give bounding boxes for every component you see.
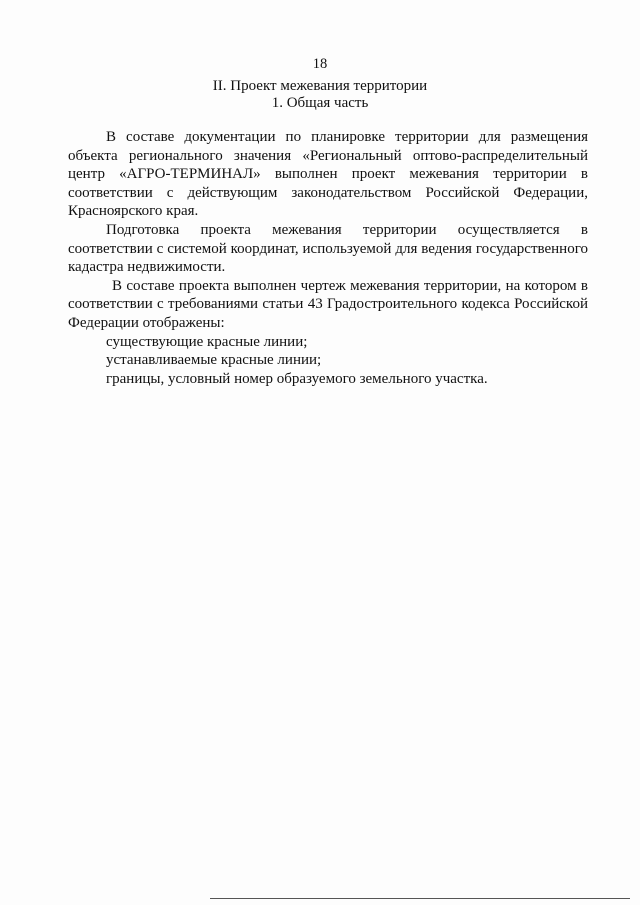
- list-item-new-red-lines: устанавливаемые красные линии;: [106, 352, 322, 369]
- section-title: II. Проект межевания территории: [212, 78, 428, 94]
- page-number: 18: [312, 56, 328, 72]
- paragraph-coordinate-system: Подготовка проекта межевания территории осуществляется в соответствии с системой координат, используемой для ведения государственного кадастра недвижимости.: [68, 221, 588, 276]
- paragraph-drawing: В составе проекта выполнен чертеж межевания территории, на котором в соответствии с требованиями статьи 43 Градостроительного кодекса Российской Федерации отображены:: [68, 277, 588, 331]
- document-body: [68, 128, 588, 388]
- paragraph-composition: В составе документации по планировке территории для размещения объекта регионального значения «Региональный оптово-распределительный центр «АГРО-ТЕРМИНАЛ» выполнен проект межевания территории в соответствии с действующим законодательством Российской Федерации, Красноярского края.: [68, 129, 588, 220]
- list-item-existing-red-lines: существующие красные линии;: [106, 333, 308, 350]
- list-item-land-plot-boundaries: границы, условный номер образуемого земельного участка.: [106, 370, 488, 387]
- subsection-title: 1. Общая часть: [271, 95, 369, 111]
- bottom-scan-edge: [210, 898, 630, 899]
